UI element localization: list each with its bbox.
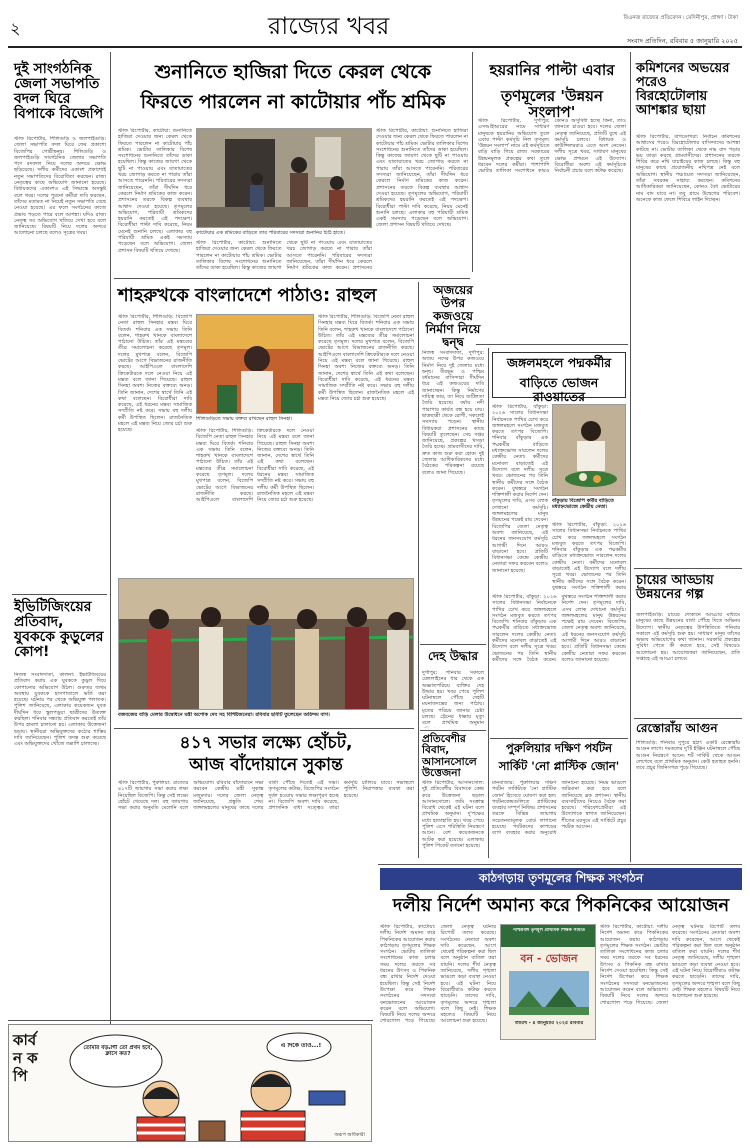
body-found-rule [420, 730, 486, 731]
padma-headline-line1: জঙ্গলমহলে পদ্মকর্মীর [506, 355, 612, 370]
cartoon-artist: অরূপ অধিকারী [334, 1132, 365, 1138]
picnic-headline: দলীয় নির্দেশ অমান্য করে পিকনিকের আয়োজন [392, 895, 730, 916]
tea-headline: চায়ের আড্ডায় উন্নয়নের গল্প [636, 573, 714, 603]
ajay-body: নিজস্ব সংবাদদাতা, দুর্গাপুর: অজয় নদের উপর কজওয়ে নির্মাণ নিয়ে দুই জেলার মধ্যে দ্বন্দ্ব। বীরভূম ও পশ্চিম বর্ধমানের বাসিন্দারা দীর্ঘদিন ধরে এই কজওয়ের দাবি জানাচ্ছেন। কিন্তু নির্মাণের দায়িত্ব কার, তা নিয়ে জটিলতা তৈরি হয়েছে। বর্ষায় নদী পারাপার কার্যত বন্ধ হয়ে যায়। ছাত্রছাত্রী থেকে রোগী, সকলেই সমস্যায় পড়েন। স্থানীয় বিধায়করা প্রশাসনের কাছে বিষয়টি তুলেছেন। সেচ দপ্তর জানিয়েছে, প্রকল্পের খসড়া তৈরি হচ্ছে। গ্রামবাসীদের দাবি, দ্রুত কাজ শুরু করা হোক। দুই জেলার আধিকারিকদের মধ্যে বৈঠকের পরিকল্পনা রয়েছে বলেও জানা গিয়েছে। [422, 350, 484, 476]
commission-body: স্টাফ রিপোর্টার, বাগডোগরা: নির্বাচন কমিশনের আশ্বাসের পরেও বিরহোটোলার বাসিন্দাদের আশঙ্কা কাটছে না। ভোটার তালিকা থেকে নাম বাদ পড়ার ভয় তাড়া করছে গ্রামবাসীদের। প্রশাসনের তরফে শিবির করে নথি যাচাইয়ের কাজ চলছে। কিন্তু বহু মানুষের কাছে প্রয়োজনীয় নথিপত্র নেই বলে অভিযোগ। স্থানীয় পঞ্চায়েত সদস্যরা জানিয়েছেন, তাঁরা সবরকম সাহায্য করছেন। কমিশনের আধিকারিকরা জানিয়েছেন, কোনও বৈধ ভোটারের নাম বাদ যাবে না। তবু গ্রামে উদ্বেগের পরিবেশ। অনেকে কাজ ফেলে শিবিরে লাইন দিচ্ছেন। [636, 134, 740, 203]
asansol-body: স্টাফ রিপোর্টার, আসানসোল: দুই প্রতিবেশীর বিবাদকে কেন্দ্র করে উত্তেজনা ছড়াল আসানসোলে। জমি সংক্রান্ত বিরোধ থেকেই এই ঘটনা বলে প্রাথমিক অনুমান। দু'পক্ষের মধ্যে হাতাহাতি হয়। খবর পেয়ে পুলিশ এসে পরিস্থিতি নিয়ন্ত্রণে আনে। বেশ কয়েকজনকে আটক করা হয়েছে। এলাকায় পুলিশ পিকেট বসানো হয়েছে। [422, 780, 484, 849]
picnic-top-rule [378, 864, 742, 865]
shahrukh-body-left: স্টাফ রিপোর্টার, শিলিগুড়ি: বিজেপি নেতা রাহুল সিনহার মন্তব্য ঘিরে বিতর্ক। শনিবার এক সভায় তিনি বলেন, শাহরুখ খানকে বাংলাদেশে পাঠানো উচিত। তাঁর এই মন্তব্যের তীব্র সমালোচনা করেছে তৃণমূল। দলের মুখপাত্র বলেন, বিজেপি ভোটের আগে বিভাজনের রাজনীতি করছে। আইপিএলে বাংলাদেশি ক্রিকেটারকে দলে নেওয়া নিয়ে এই মন্তব্য বলে জানা গিয়েছে। রাহুল সিনহা অবশ্য নিজের বক্তব্যে অনড়। তিনি জানান, দেশের স্বার্থে তিনি এই কথা বলেছেন। বিরোধীরা দাবি করেছে, এই ধরনের মন্তব্য সামাজিক সম্প্রীতি নষ্ট করে। সভায় বহু দলীয় কর্মী উপস্থিত ছিলেন। রাজনৈতিক মহলে এই মন্তব্য নিয়ে জোর চর্চা শুরু হয়েছে। [118, 314, 192, 434]
ajay-headline: অজয়ের উপর কজওয়ে নির্মাণ নিয়ে দ্বন্দ্ব [425, 283, 481, 349]
padma-headline-line2: বাড়িতে ভোজন রাওয়াতের [519, 375, 599, 404]
tea-body: জলপাইগুড়ি: চায়ের দোকানে আড্ডার মাধ্যমে মানুষের কাছে উন্নয়নের বার্তা পৌঁছে দিতে অভিনব উদ্যোগ। স্থানীয় নেতৃত্বের উপস্থিতিতে শনিবার সকালে এই কর্মসূচি শুরু হয়। সাধারণ মানুষ তাঁদের অভাব অভিযোগের কথা জানান। সরকারি প্রকল্পের সুবিধা পেতে কী করতে হবে, সেই বিষয়েও আলোচনা হয়। আয়োজকরা জানিয়েছেন, প্রতি সপ্তাহে এই আড্ডা চলবে। [636, 612, 740, 663]
cartoon-side-title: কাৰ্বন কপি [13, 1031, 38, 1085]
masthead-info-line1: বিএনজ রাজ্যের প্রতিবেদন ৷ মেদিনীপুর, প্রাঙ্গণ ৷ টাকা [623, 15, 738, 21]
shahrukh-photo-caption: শিলিগুড়িতে সভায় বক্তব্য রাখছেন রাহুল সিনহা। [196, 416, 293, 422]
plastic-headline-line2: সার্কিট 'নো প্লাস্টিক জোন' [498, 759, 620, 773]
katwa-headline-line2: ফিরতে পারলেন না কাটোয়ার পাঁচ শ্রমিক [140, 91, 446, 113]
katwa-body-left: স্টাফ রিপোর্টার, কাটোয়া: শুনানিতে হাজিরা দেওয়ার জন্য কেরল থেকে ফিরতে পারলেন না কাটোয়ার পাঁচ শ্রমিক। ভোটার তালিকার বিশেষ সংশোধনের শুনানিতে তাঁদের ডাকা হয়েছিল। কিন্তু কাজের জায়গা থেকে ছুটি না পাওয়ায় এবং যাতায়াতের খরচ জোগাড় করতে না পারায় তাঁরা আসতে পারেননি। পরিবারের সদস্যরা জানিয়েছেন, তাঁরা দীর্ঘদিন ধরে কেরলে নির্মাণ শ্রমিকের কাজ করেন। প্রশাসনের তরফে বিকল্প ব্যবস্থার আশ্বাস দেওয়া হয়েছে। তৃণমূলের অভিযোগ, পরিযায়ী শ্রমিকদের হয়রানি করতেই এই পদক্ষেপ। বিরোধীরা পাল্টা দাবি করেছে, নিয়ম মেনেই শুনানি চলছে। এলাকার বহু পরিযায়ী শ্রমিক একই সমস্যায় পড়েছেন বলে অভিযোগ। জেলা প্রশাসন বিষয়টি খতিয়ে দেখছে। [118, 128, 192, 254]
bjp-rule [12, 594, 107, 595]
shahrukh-body-mid: স্টাফ রিপোর্টার, শিলিগুড়ি: বিজেপি নেতা রাহুল সিনহার মন্তব্য ঘিরে বিতর্ক। শনিবার এক সভায় তিনি বলেন, শাহরুখ খানকে বাংলাদেশে পাঠানো উচিত। তাঁর এই মন্তব্যের তীব্র সমালোচনা করেছে তৃণমূল। দলের মুখপাত্র বলেন, বিজেপি ভোটের আগে বিভাজনের রাজনীতি করছে। আইপিএলে বাংলাদেশি ক্রিকেটারকে দলে নেওয়া নিয়ে এই মন্তব্য বলে জানা গিয়েছে। রাহুল সিনহা অবশ্য নিজের বক্তব্যে অনড়। তিনি জানান, দেশের স্বার্থে তিনি এই কথা বলেছেন। বিরোধীরা দাবি করেছে, এই ধরনের মন্তব্য সামাজিক সম্প্রীতি নষ্ট করে। সভায় বহু দলীয় কর্মী উপস্থিত ছিলেন। রাজনৈতিক মহলে এই মন্তব্য নিয়ে জোর চর্চা শুরু হয়েছে। [196, 428, 314, 504]
commission-rule [634, 568, 742, 569]
unnayan-headline-line2: তৃণমূলের 'উন্নয়ন সংলাপ' [501, 87, 603, 122]
unnayan-headline-line1: হয়রানির পাল্টা এবার [489, 61, 615, 79]
padma-body-right: স্টাফ রিপোর্টার, বাঁকুড়া: ২০২৬ সালের বিধানসভা নির্বাচনকে পাখির চোখ করে জঙ্গলমহলে সংগঠন মজবুত করতে তৎপর বিজেপি। শনিবার বাঁকুড়ার এক পদ্মকর্মীর বাড়িতে মধ্যাহ্নভোজ সারলেন দলের কেন্দ্রীয় নেতা। কর্মীদের মনোবল বাড়াতেই এই উদ্যোগ বলে দলীয় সূত্রে খবর। ভোজনের পর তিনি স্থানীয় কর্মীদের সঙ্গে বৈঠক করেন। বুথস্তরে সংগঠন শক্তিশালী করার [552, 522, 626, 590]
cartoon-bubble-left: তোমার বড়্বাগী তো প্রথম হবে, ক্লাসে কত? [83, 1045, 153, 1057]
picnic-body-mid: স্টাফ রিপোর্টার, কাটোয়া: দলীয় নির্দেশ অমান্য করে পিকনিকের আয়োজন করায় কাঠগড়ায় তৃণমূলের শিক্ষক সংগঠন। ভোটার তালিকা সংশোধনের কাজ চলার সময় দলের তরফে সব ধরনের উৎসব ও পিকনিক বন্ধ রাখার নির্দেশ দেওয়া হয়েছিল। কিন্তু সেই নির্দেশ উপেক্ষা করে শিক্ষক সংগঠনের সদস্যরা বনভোজনের আয়োজন করেন বলে অভিযোগ। বিষয়টি নিয়ে দলের অন্দরে শোরগোল পড়ে গিয়েছে। জেলা নেতৃত্ব ঘটনার রিপোর্ট তলব করেছে। সংগঠনের নেতারা অবশ্য দাবি করেছেন, আগে থেকেই পরিকল্পনা করা ছিল বলে অনুষ্ঠান বাতিল করা যায়নি। দলের শীর্ষ নেতৃত্ব জানিয়েছে, দলীয় শৃঙ্খলা ভাঙলে কড়া ব্যবস্থা নেওয়া হবে। এই ঘটনা নিয়ে বিরোধীরাও কটাক্ষ করতে ছাড়েনি। তাদের দাবি, তৃণমূলের অন্দরে শৃঙ্খলা বলে কিছু নেই। শিক্ষক মহলেও বিষয়টি নিয়ে আলোচনা শুরু হয়েছে। [600, 924, 740, 1006]
poster-line3: তারিখ - ৪ জানুয়ারি ২০২৫ রবিবার [514, 1021, 584, 1026]
sukanta-headline-line1: ৪১৭ সভার লক্ষ্যে হোঁচট, [179, 733, 353, 753]
ribbon-photo [118, 578, 414, 710]
padma-rule [490, 738, 628, 739]
divider-ajay [418, 282, 419, 858]
divider-right [630, 52, 631, 862]
padma-photo [552, 404, 626, 496]
sukanta-body: স্টাফ রিপোর্টার, পুরুলিয়া: রাজ্যের ৪১৭টি জায়গায় সভা করার লক্ষ্য নিয়েছিল বিজেপি। কিন্তু সেই লক্ষ্যে হোঁচট খেয়েছে দল। বহু জায়গায় সভা করার অনুমতি মেলেনি বলে অভিযোগ। রবিবার বাঁদোয়ানে সভা করবেন কেন্দ্রীয় মন্ত্রী সুকান্ত মজুমদার। দলের জেলা নেতৃত্ব জানিয়েছে, প্রস্তুতি শেষ। জঙ্গলমহলের মানুষের কাছে দলের বার্তা পৌঁছে দিতেই এই সভা। তৃণমূলের কটাক্ষ, বিজেপির সংগঠন দুর্বল হওয়ায় সভার লক্ষ্যপূরণ হচ্ছে না। বিজেপি অবশ্য দাবি করেছে, প্রশাসনিক বাধা সত্ত্বেও তারা কর্মসূচি চালিয়ে যাবে। সভাস্থলে পুলিশি নিরাপত্তার ব্যবস্থা করা হয়েছে। [118, 780, 414, 812]
asansol-headline: প্রতিবেশীর বিবাদ, আসানসোলে উত্তেজনা [422, 733, 477, 779]
divider-padma [488, 348, 489, 858]
katwa-body-bottom: স্টাফ রিপোর্টার, কাটোয়া: শুনানিতে হাজিরা দেওয়ার জন্য কেরল থেকে ফিরতে পারলেন না কাটোয়ার পাঁচ শ্রমিক। ভোটার তালিকার বিশেষ সংশোধনের শুনানিতে তাঁদের ডাকা হয়েছিল। কিন্তু কাজের জায়গা থেকে ছুটি না পাওয়ায় এবং যাতায়াতের খরচ জোগাড় করতে না পারায় তাঁরা আসতে পারেননি। পরিবারের সদস্যরা জানিয়েছেন, তাঁরা দীর্ঘদিন ধরে কেরলে নির্মাণ শ্রমিকের কাজ করেন। প্রশাসনের [196, 240, 372, 272]
katwa-photo-caption: কাটোয়ার এক শ্রমিকের বাড়িতে তার পরিবারের সদস্যরা শুনানির চিঠি হাতে। [196, 230, 345, 236]
eveteasing-headline: ইভিটিজিংয়ের প্রতিবাদ, যুবককে কুড়ুলের কোপ! [14, 599, 104, 661]
poster-image [509, 971, 589, 1015]
tea-rule [634, 718, 742, 719]
cartoon-frame [8, 1024, 372, 1142]
unnayan-body: স্টাফ রিপোর্টার, দুর্গাপুর: এসআইআরের নামে সাধারণ মানুষকে হয়রানির অভিযোগ তুলে এবার পাল্টা কর্মসূচি নিল তৃণমূল। 'উন্নয়ন সংলাপ' নামে এই কর্মসূচিতে বাড়ি বাড়ি গিয়ে রাজ্য সরকারের উন্নয়নমূলক প্রকল্পের কথা তুলে ধরবেন দলের কর্মীরা। পাশাপাশি ভোটার তালিকা সংশোধনে কারও কোনও অসুবিধা হচ্ছে কিনা, তাও জানতে চাওয়া হবে। দলের জেলা নেতৃত্ব জানিয়েছে, প্রতিটি বুথে এই কর্মসূচি চলবে। বিধায়ক ও কাউন্সিলররাও এতে অংশ নেবেন। দলীয় সূত্রে খবর, সাধারণ মানুষের ক্ষোভ প্রশমনে এই উদ্যোগ। বিরোধীরা অবশ্য এই কর্মসূচিকে নির্বাচনী প্রচার বলে কটাক্ষ করেছে। [478, 118, 626, 175]
masthead-rule [8, 46, 742, 48]
picnic-body-left: স্টাফ রিপোর্টার, কাটোয়া: দলীয় নির্দেশ অমান্য করে পিকনিকের আয়োজন করায় কাঠগড়ায় তৃণমূলের শিক্ষক সংগঠন। ভোটার তালিকা সংশোধনের কাজ চলার সময় দলের তরফে সব ধরনের উৎসব ও পিকনিক বন্ধ রাখার নির্দেশ দেওয়া হয়েছিল। কিন্তু সেই নির্দেশ উপেক্ষা করে শিক্ষক সংগঠনের সদস্যরা বনভোজনের আয়োজন করেন বলে অভিযোগ। বিষয়টি নিয়ে দলের অন্দরে শোরগোল পড়ে গিয়েছে। জেলা নেতৃত্ব ঘটনার রিপোর্ট তলব করেছে। সংগঠনের নেতারা অবশ্য দাবি করেছেন, আগে থেকেই পরিকল্পনা করা ছিল বলে অনুষ্ঠান বাতিল করা যায়নি। দলের শীর্ষ নেতৃত্ব জানিয়েছে, দলীয় শৃঙ্খলা ভাঙলে কড়া ব্যবস্থা নেওয়া হবে। এই ঘটনা নিয়ে বিরোধীরাও কটাক্ষ করতে ছাড়েনি। তাদের দাবি, তৃণমূলের অন্দরে শৃঙ্খলা বলে কিছু নেই। শিক্ষক মহলেও বিষয়টি নিয়ে আলোচনা শুরু হয়েছে। [380, 924, 496, 1025]
cartoon-bubble-right: এ দিকে তাও...! [280, 1043, 322, 1049]
plastic-body: মানবাজার: পুরুলিয়ার দক্ষিণ পর্যটন সার্কিটকে 'নো প্লাস্টিক জোন' হিসেবে ঘোষণা করা হল। পর্যটনকেন্দ্রগুলিতে প্লাস্টিকের ব্যবহার সম্পূর্ণ নিষিদ্ধ। প্রশাসনের তরফে বিভিন্ন জায়গায় সচেতনতামূলক বোর্ড লাগানো হয়েছে। পর্যটকদের কাপড়ের ব্যাগ ব্যবহার করার অনুরোধ জানানো হয়েছে। নিয়ম ভাঙলে জরিমানা করা হবে বলে জানিয়েছে ব্লক প্রশাসন। স্থানীয় ব্যবসায়ীদের নিয়েও বৈঠক করা হয়েছে। পরিবেশপ্রেমীরা এই উদ্যোগকে স্বাগত জানিয়েছেন। শীতের মরসুমে এই সার্কিটে প্রচুর পর্যটক আসেন। [492, 780, 626, 837]
bjp-headline: দুই সাংগঠনিক জেলা সভাপতি বদল ঘিরে বিপাকে বিজেপি [14, 61, 104, 123]
poster-line1: পশ্চিমবঙ্গ তৃণমূল প্রাথমিক শিক্ষক সমিতি [512, 928, 586, 933]
body-found-headline: দেহ উদ্ধার [428, 649, 478, 663]
shahrukh-photo [196, 314, 314, 414]
padma-photo-caption: বাঁকুড়ায় বিজেপি কর্মীর বাড়িতে মধ্যাহ্নভোজে কেন্দ্রীয় নেতা। [552, 498, 614, 510]
body-found-body: দুর্গাপুর: শনিবার সকালে রেললাইনের ধার থেকে এক অজ্ঞাতপরিচয় ব্যক্তির দেহ উদ্ধার হয়। খবর পেয়ে পুলিশ ঘটনাস্থলে পৌঁছে দেহটি ময়নাতদন্তের জন্য পাঠায়। মৃতের পরিচয় জানার চেষ্টা চলছে। ট্রেনের ধাক্কায় মৃত্যু বলে প্রাথমিক অনুমান [422, 670, 484, 727]
divider-left [110, 52, 111, 1045]
katwa-photo [196, 128, 372, 228]
poster-line2: বন - ভোজন [520, 952, 578, 965]
section-title: রাজ্যের খবর [268, 12, 390, 40]
fire-body: শিলিগুড়ি: শনিবার দুপুরে হঠাৎ একটি রেস্তোরাঁয় আগুন লাগে। দমকলের দু'টি ইঞ্জিন ঘটনাস্থলে পৌঁছে আগুন নিয়ন্ত্রণে আনে। শর্ট সার্কিট থেকে আগুন লেগেছে বলে প্রাথমিক অনুমান। কেউ হতাহত হননি। তবে প্রচুর জিনিসপত্র পুড়ে গিয়েছে। [636, 740, 740, 772]
katwa-headline-line1: শুনানিতে হাজিরা দিতে কেরল থেকে [154, 61, 432, 83]
commission-headline: কমিশনের অভয়ের পরেও বিরহোটোলায় আশঙ্কার ছায়া [636, 61, 730, 119]
fire-headline: রেস্তোরাঁয় আগুন [636, 721, 718, 735]
masthead-info-line2: সংবাদ প্রতিদিন, রবিবার ৫ জানুয়ারি ২০২৫ [626, 37, 738, 45]
divider-mid [472, 52, 473, 272]
picnic-poster [500, 924, 596, 1040]
ribbon-photo-caption: বজবজের বাড়ি মেলার উদ্বোধনে মন্ত্রী অশোক দেব সহ বিশিষ্টজনেরা। রবিবার ছবিটি তুলেছেন অরিন্দম বাগ। [118, 712, 330, 718]
page-number: ২ [10, 19, 21, 38]
padma-body-bottom: স্টাফ রিপোর্টার, বাঁকুড়া: ২০২৬ সালের বিধানসভা নির্বাচনকে পাখির চোখ করে জঙ্গলমহলে সংগঠন মজবুত করতে তৎপর বিজেপি। শনিবার বাঁকুড়ার এক পদ্মকর্মীর বাড়িতে মধ্যাহ্নভোজ সারলেন দলের কেন্দ্রীয় নেতা। কর্মীদের মনোবল বাড়াতেই এই উদ্যোগ বলে দলীয় সূত্রে খবর। ভোজনের পর তিনি স্থানীয় কর্মীদের সঙ্গে বৈঠক করেন। বুথস্তরে সংগঠন শক্তিশালী করার নির্দেশ দেন। তৃণমূলের দাবি, এসব লোক দেখানো কর্মসূচি। জঙ্গলমহলের মানুষ উন্নয়নের পক্ষেই রায় দেবেন। বিজেপির জেলা নেতৃত্ব অবশ্য জানিয়েছে, এই ধরনের জনসংযোগ কর্মসূচি আগামী দিনে আরও বাড়ানো হবে। প্রতিটি বিধানসভা কেন্দ্রে কেন্দ্রীয় নেতারা সফর করবেন বলেও জানানো হয়েছে। [492, 594, 626, 663]
katwa-body-right: স্টাফ রিপোর্টার, কাটোয়া: শুনানিতে হাজিরা দেওয়ার জন্য কেরল থেকে ফিরতে পারলেন না কাটোয়ার পাঁচ শ্রমিক। ভোটার তালিকার বিশেষ সংশোধনের শুনানিতে তাঁদের ডাকা হয়েছিল। কিন্তু কাজের জায়গা থেকে ছুটি না পাওয়ায় এবং যাতায়াতের খরচ জোগাড় করতে না পারায় তাঁরা আসতে পারেননি। পরিবারের সদস্যরা জানিয়েছেন, তাঁরা দীর্ঘদিন ধরে কেরলে নির্মাণ শ্রমিকের কাজ করেন। প্রশাসনের তরফে বিকল্প ব্যবস্থার আশ্বাস দেওয়া হয়েছে। তৃণমূলের অভিযোগ, পরিযায়ী শ্রমিকদের হয়রানি করতেই এই পদক্ষেপ। বিরোধীরা পাল্টা দাবি করেছে, নিয়ম মেনেই শুনানি চলছে। এলাকার বহু পরিযায়ী শ্রমিক একই সমস্যায় পড়েছেন বলে অভিযোগ। জেলা প্রশাসন বিষয়টি খতিয়ে দেখছে। [376, 128, 468, 229]
katwa-rule [114, 278, 470, 279]
shahrukh-body-right: স্টাফ রিপোর্টার, শিলিগুড়ি: বিজেপি নেতা রাহুল সিনহার মন্তব্য ঘিরে বিতর্ক। শনিবার এক সভায় তিনি বলেন, শাহরুখ খানকে বাংলাদেশে পাঠানো উচিত। তাঁর এই মন্তব্যের তীব্র সমালোচনা করেছে তৃণমূল। দলের মুখপাত্র বলেন, বিজেপি ভোটের আগে বিভাজনের রাজনীতি করছে। আইপিএলে বাংলাদেশি ক্রিকেটারকে দলে নেওয়া নিয়ে এই মন্তব্য বলে জানা গিয়েছে। রাহুল সিনহা অবশ্য নিজের বক্তব্যে অনড়। তিনি জানান, দেশের স্বার্থে তিনি এই কথা বলেছেন। বিরোধীরা দাবি করেছে, এই ধরনের মন্তব্য সামাজিক সম্প্রীতি নষ্ট করে। সভায় বহু দলীয় কর্মী উপস্থিত ছিলেন। রাজনৈতিক মহলে এই মন্তব্য নিয়ে জোর চর্চা শুরু হয়েছে। [318, 314, 414, 402]
bjp-body: স্টাফ রিপোর্টার, শিলিগুড়ি ও জলপাইগুড়ি: জেলা সভাপতি বদল ঘিরে ফের প্রকাশ্যে বিজেপির গোষ্ঠীদ্বন্দ্ব। শিলিগুড়ি ও জলপাইগুড়ি সাংগঠনিক জেলার সভাপতি পদে রদবদল নিয়ে দলের অন্দরে ক্ষোভ ছড়িয়েছে। দলীয় কর্মীদের একাংশ প্রকাশ্যেই নতুন সভাপতিদের বিরোধিতা করছেন। রাজ্য নেতৃত্বের কাছে অভিযোগ জানানো হয়েছে। বিধায়কদের একাংশও এই সিদ্ধান্তে অসন্তুষ্ট বলে খবর। দলের পুরনো কর্মীরা দাবি করছেন, তাঁদের মতামত না নিয়েই নতুন সভাপতি বেছে নেওয়া হয়েছে। এর ফলে সংগঠনের কাজে প্রভাব পড়তে পারে বলে আশঙ্কা। যদিও রাজ্য নেতৃত্ব সব অভিযোগ খতিয়ে দেখা হবে বলে জানিয়েছে। বিষয়টি নিয়ে দলের অন্দরে আলোচনা চলছে বলেও সূত্রের খবর। [14, 136, 106, 237]
padma-body-left: স্টাফ রিপোর্টার, বাঁকুড়া: ২০২৬ সালের বিধানসভা নির্বাচনকে পাখির চোখ করে জঙ্গলমহলে সংগঠন মজবুত করতে তৎপর বিজেপি। শনিবার বাঁকুড়ার এক পদ্মকর্মীর বাড়িতে মধ্যাহ্নভোজ সারলেন দলের কেন্দ্রীয় নেতা। কর্মীদের মনোবল বাড়াতেই এই উদ্যোগ বলে দলীয় সূত্রে খবর। ভোজনের পর তিনি স্থানীয় কর্মীদের সঙ্গে বৈঠক করেন। বুথস্তরে সংগঠন শক্তিশালী করার নির্দেশ দেন। তৃণমূলের দাবি, এসব লোক দেখানো কর্মসূচি। জঙ্গলমহলের মানুষ উন্নয়নের পক্ষেই রায় দেবেন। বিজেপির জেলা নেতৃত্ব অবশ্য জানিয়েছে, এই ধরনের জনসংযোগ কর্মসূচি আগামী দিনে আরও বাড়ানো হবে। প্রতিটি বিধানসভা কেন্দ্রে কেন্দ্রীয় নেতারা সফর করবেন বলেও জানানো হয়েছে। [492, 404, 548, 574]
picnic-kicker: কাঠগড়ায় তৃণমূলের শিক্ষক সংগঠন [478, 871, 644, 885]
unnayan-rule [476, 344, 628, 345]
eveteasing-body: নিজস্ব সংবাদদাতা, কালনা: ইভটিজিংয়ের প্রতিবাদ করায় এক যুবককে কুড়ুল দিয়ে কোপানোর অভিযোগ উঠল। গুরুতর জখম অবস্থায় যুবককে হাসপাতালে ভর্তি করা হয়েছে। ঘটনার পর থেকে অভিযুক্ত পলাতক। পুলিশ জানিয়েছে, এলাকার কয়েকজন যুবক দীর্ঘদিন ধরে স্কুলপড়ুয়া ছাত্রীদের উত্যক্ত করছিল। শনিবার সন্ধ্যায় প্রতিবাদ করতেই তাঁর উপর হামলা চালানো হয়। এলাকায় উত্তেজনা ছড়ায়। স্থানীয়রা অভিযুক্তদের কঠোর শাস্তির দাবি জানিয়েছেন। পুলিশ তদন্ত শুরু করেছে এবং অভিযুক্তদের খোঁজে তল্লাশি চালাচ্ছে। [14, 672, 106, 748]
ribbon-rule [114, 728, 414, 729]
cartoon-top-rule [8, 1020, 373, 1021]
sukanta-headline-line2: আজ বাঁদোয়ানে সুকান্ত [189, 755, 343, 775]
plastic-headline-line1: পুরুলিয়ার দক্ষিণ পর্যটন [505, 741, 613, 755]
shahrukh-headline: শাহরুখকে বাংলাদেশে পাঠাও: রাহুল [118, 285, 377, 306]
ajay-rule [420, 644, 486, 645]
